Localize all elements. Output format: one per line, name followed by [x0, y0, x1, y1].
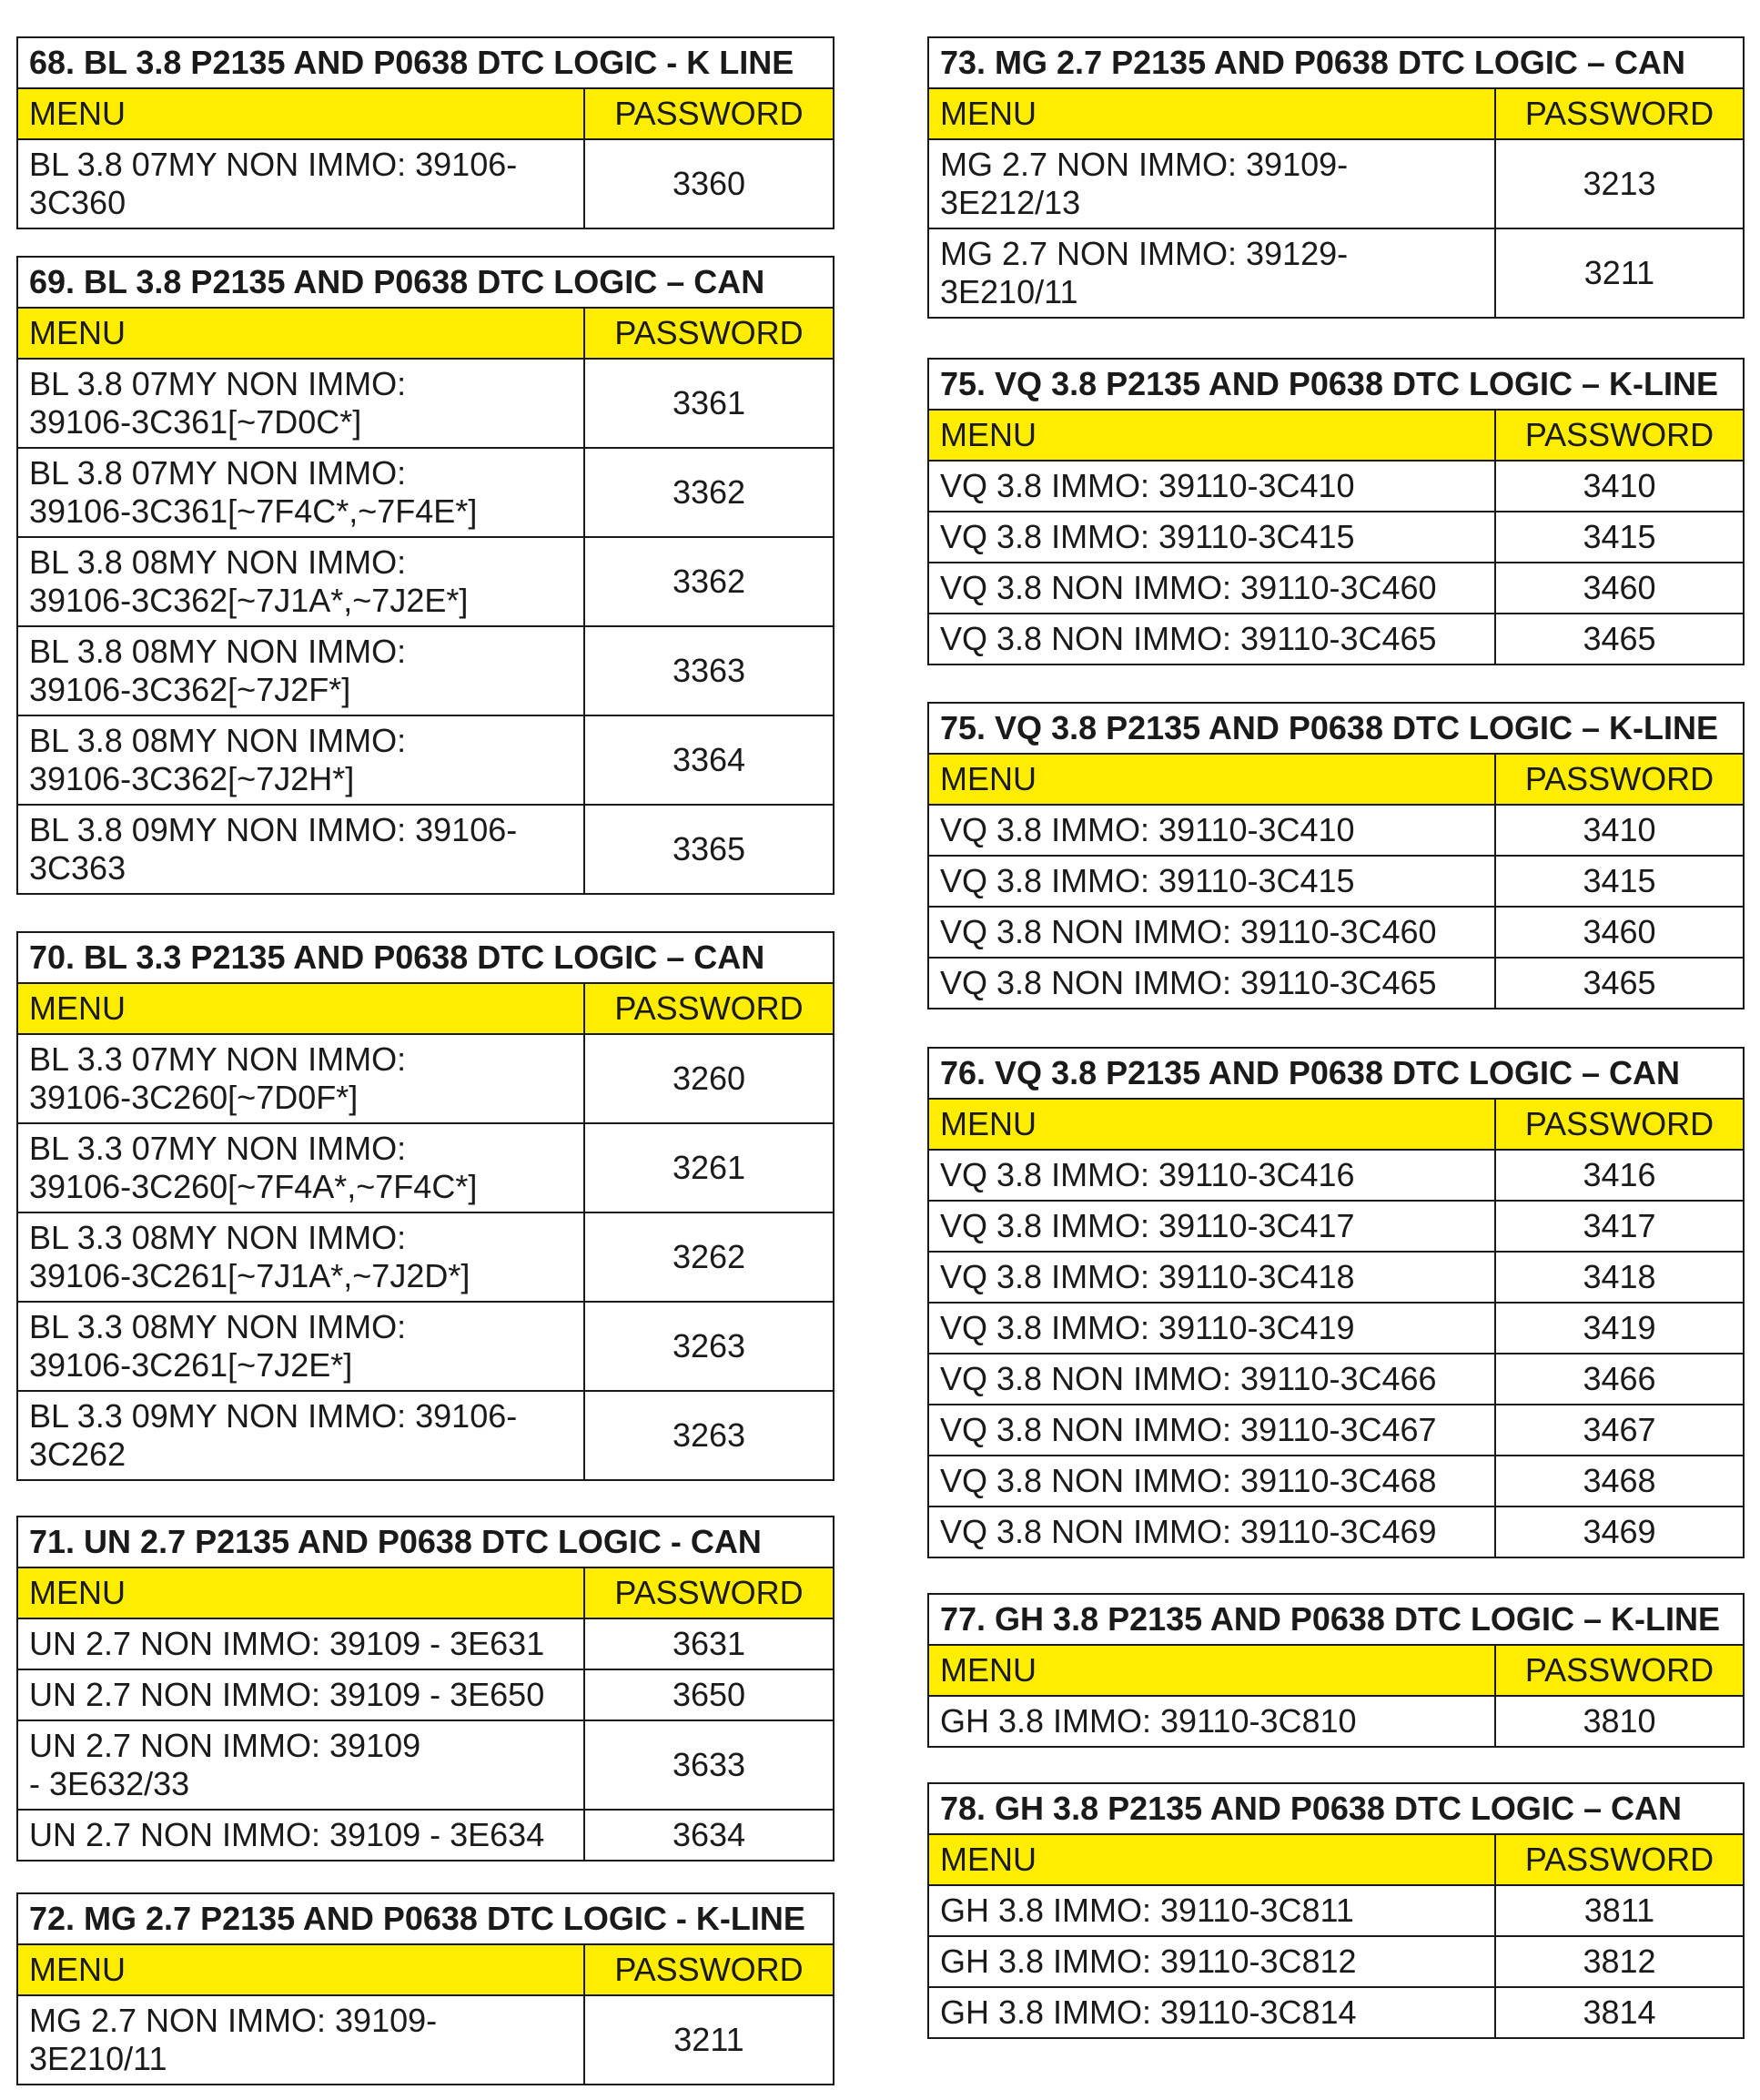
password-column-header: PASSWORD: [584, 88, 834, 139]
password-value: 3465: [1495, 958, 1744, 1009]
menu-entry: [928, 805, 1495, 856]
menu-entry-line: - 3E632/33: [29, 1765, 190, 1802]
menu-entry: [17, 1123, 584, 1212]
menu-entry: [17, 448, 584, 537]
menu-entry: [17, 1391, 584, 1480]
menu-entry: [17, 1995, 584, 2085]
password-value: 3460: [1495, 563, 1744, 614]
menu-entry-line: VQ 3.8 IMMO: 39110-3C417: [940, 1207, 1355, 1244]
dtc-table: [927, 1047, 1745, 1558]
table-row: [17, 1391, 834, 1480]
password-column-header: PASSWORD: [584, 308, 834, 359]
table-row: [17, 1618, 834, 1669]
dtc-table: [927, 702, 1745, 1009]
table-row: [928, 1405, 1744, 1456]
password-value: 3467: [1495, 1405, 1744, 1456]
password-value: 3650: [584, 1669, 834, 1720]
password-value: 3417: [1495, 1201, 1744, 1252]
menu-entry-line: 39106-3C261[~7J2E*]: [29, 1346, 353, 1384]
menu-entry: [928, 1456, 1495, 1507]
table-row: [17, 805, 834, 894]
menu-entry-line: VQ 3.8 IMMO: 39110-3C415: [940, 862, 1355, 899]
table-header-row: [17, 1944, 834, 1995]
password-value: 3262: [584, 1212, 834, 1302]
menu-entry: [17, 1034, 584, 1123]
password-column-header: PASSWORD: [1495, 1834, 1744, 1885]
password-value: 3811: [1495, 1885, 1744, 1936]
table-row: [928, 1354, 1744, 1405]
menu-entry: [928, 1150, 1495, 1201]
password-column-header: PASSWORD: [584, 1944, 834, 1995]
password-value: 3468: [1495, 1456, 1744, 1507]
menu-column-header: MENU: [928, 410, 1495, 461]
table-row: [928, 512, 1744, 563]
menu-entry: [17, 1669, 584, 1720]
menu-entry: [17, 139, 584, 228]
table-title: 71. UN 2.7 P2135 AND P0638 DTC LOGIC - CAN: [17, 1517, 834, 1567]
menu-entry-line: 39106-3C362[~7J2F*]: [29, 671, 351, 708]
table-row: [17, 1302, 834, 1391]
table-row: [928, 228, 1744, 318]
table-row: [928, 907, 1744, 958]
menu-entry-line: 39106-3C362[~7J1A*,~7J2E*]: [29, 582, 469, 619]
password-value: 3213: [1495, 139, 1744, 228]
menu-entry: [928, 1936, 1495, 1987]
password-value: 3631: [584, 1618, 834, 1669]
table-title-row: [17, 37, 834, 88]
menu-entry: [17, 805, 584, 894]
dtc-table: [16, 1892, 834, 2085]
table-title: 68. BL 3.8 P2135 AND P0638 DTC LOGIC - K LINE: [17, 37, 834, 88]
menu-entry: [928, 461, 1495, 512]
dtc-table: [16, 256, 834, 895]
table-title: 75. VQ 3.8 P2135 AND P0638 DTC LOGIC – K-LINE: [928, 359, 1744, 410]
menu-entry-line: VQ 3.8 NON IMMO: 39110-3C460: [940, 569, 1437, 606]
menu-entry-line: VQ 3.8 IMMO: 39110-3C410: [940, 467, 1355, 504]
password-value: 3419: [1495, 1303, 1744, 1354]
password-value: 3469: [1495, 1507, 1744, 1557]
table-row: [928, 1936, 1744, 1987]
password-value: 3810: [1495, 1696, 1744, 1747]
password-value: 3211: [584, 1995, 834, 2085]
table-row: [928, 1987, 1744, 2038]
password-column-header: PASSWORD: [1495, 88, 1744, 139]
menu-entry-line: 3E210/11: [940, 273, 1078, 310]
menu-entry: [928, 1696, 1495, 1747]
menu-column-header: MENU: [17, 1567, 584, 1618]
menu-column-header: MENU: [17, 1944, 584, 1995]
password-value: 3416: [1495, 1150, 1744, 1201]
table-title-row: [17, 1893, 834, 1944]
table-row: [928, 1456, 1744, 1507]
table-title-row: [928, 359, 1744, 410]
password-column-header: PASSWORD: [1495, 1645, 1744, 1696]
menu-entry-line: 3E210/11: [29, 2040, 167, 2077]
menu-entry-line: BL 3.3 09MY NON IMMO: 39106-: [29, 1397, 518, 1435]
table-header-row: [17, 88, 834, 139]
password-value: 3362: [584, 537, 834, 626]
table-header-row: [928, 1834, 1744, 1885]
table-title: 69. BL 3.8 P2135 AND P0638 DTC LOGIC – CAN: [17, 257, 834, 308]
password-column-header: PASSWORD: [1495, 410, 1744, 461]
password-value: 3410: [1495, 805, 1744, 856]
menu-entry-line: 39106-3C260[~7D0F*]: [29, 1079, 359, 1116]
menu-column-header: MENU: [928, 88, 1495, 139]
menu-entry-line: VQ 3.8 IMMO: 39110-3C418: [940, 1258, 1355, 1295]
menu-entry: [928, 958, 1495, 1009]
menu-entry-line: VQ 3.8 NON IMMO: 39110-3C465: [940, 964, 1437, 1001]
menu-column-header: MENU: [928, 1834, 1495, 1885]
password-value: 3362: [584, 448, 834, 537]
menu-column-header: MENU: [928, 1645, 1495, 1696]
table-row: [928, 139, 1744, 228]
dtc-table: [927, 358, 1745, 665]
menu-entry-line: BL 3.8 09MY NON IMMO: 39106-: [29, 811, 518, 848]
menu-entry: [928, 1405, 1495, 1456]
menu-entry: [928, 1507, 1495, 1557]
table-title: 78. GH 3.8 P2135 AND P0638 DTC LOGIC – CAN: [928, 1783, 1744, 1834]
table-header-row: [928, 1099, 1744, 1150]
menu-column-header: MENU: [928, 1099, 1495, 1150]
menu-entry: [928, 1303, 1495, 1354]
menu-entry-line: MG 2.7 NON IMMO: 39109-: [940, 146, 1349, 183]
menu-entry-line: VQ 3.8 NON IMMO: 39110-3C466: [940, 1360, 1437, 1397]
dtc-table: [927, 1593, 1745, 1748]
menu-entry-line: BL 3.8 07MY NON IMMO:: [29, 454, 407, 492]
table-row: [17, 448, 834, 537]
menu-entry-line: BL 3.3 07MY NON IMMO:: [29, 1040, 407, 1078]
menu-entry-line: GH 3.8 IMMO: 39110-3C814: [940, 1993, 1357, 2031]
menu-entry: [928, 907, 1495, 958]
menu-entry: [928, 1201, 1495, 1252]
menu-entry: [928, 856, 1495, 907]
menu-entry-line: UN 2.7 NON IMMO: 39109: [29, 1727, 421, 1764]
menu-entry: [17, 359, 584, 448]
menu-entry-line: VQ 3.8 NON IMMO: 39110-3C460: [940, 913, 1437, 950]
password-column-header: PASSWORD: [584, 983, 834, 1034]
menu-entry-line: 39106-3C361[~7F4C*,~7F4E*]: [29, 492, 478, 530]
table-row: [17, 1995, 834, 2085]
password-value: 3418: [1495, 1252, 1744, 1303]
menu-entry: [928, 1885, 1495, 1936]
menu-entry: [17, 1302, 584, 1391]
menu-entry-line: BL 3.3 07MY NON IMMO:: [29, 1130, 407, 1167]
table-row: [928, 958, 1744, 1009]
menu-entry-line: VQ 3.8 IMMO: 39110-3C415: [940, 518, 1355, 555]
menu-column-header: MENU: [17, 308, 584, 359]
password-value: 3365: [584, 805, 834, 894]
table-title-row: [17, 1517, 834, 1567]
menu-entry: [928, 228, 1495, 318]
table-row: [17, 1810, 834, 1861]
table-row: [928, 1252, 1744, 1303]
password-column-header: PASSWORD: [1495, 1099, 1744, 1150]
table-title-row: [928, 37, 1744, 88]
table-row: [17, 139, 834, 228]
table-title: 75. VQ 3.8 P2135 AND P0638 DTC LOGIC – K-LINE: [928, 703, 1744, 754]
table-row: [928, 563, 1744, 614]
menu-entry-line: UN 2.7 NON IMMO: 39109 - 3E650: [29, 1676, 545, 1713]
table-title-row: [928, 1048, 1744, 1099]
menu-entry-line: 3C363: [29, 849, 126, 887]
table-row: [928, 1507, 1744, 1557]
table-header-row: [17, 983, 834, 1034]
table-row: [17, 1212, 834, 1302]
password-value: 3466: [1495, 1354, 1744, 1405]
menu-entry-line: 39106-3C260[~7F4A*,~7F4C*]: [29, 1168, 478, 1205]
menu-entry: [17, 537, 584, 626]
menu-entry-line: VQ 3.8 NON IMMO: 39110-3C468: [940, 1462, 1437, 1499]
menu-entry: [928, 1354, 1495, 1405]
table-title-row: [17, 932, 834, 983]
table-row: [17, 537, 834, 626]
password-value: 3211: [1495, 228, 1744, 318]
password-value: 3263: [584, 1391, 834, 1480]
menu-entry-line: BL 3.3 08MY NON IMMO:: [29, 1308, 407, 1345]
password-value: 3360: [584, 139, 834, 228]
password-value: 3812: [1495, 1936, 1744, 1987]
menu-entry-line: GH 3.8 IMMO: 39110-3C811: [940, 1892, 1354, 1929]
menu-entry-line: 39106-3C361[~7D0C*]: [29, 403, 362, 441]
menu-entry-line: BL 3.8 08MY NON IMMO:: [29, 722, 407, 759]
table-title-row: [17, 257, 834, 308]
password-value: 3633: [584, 1720, 834, 1810]
table-title: 73. MG 2.7 P2135 AND P0638 DTC LOGIC – CAN: [928, 37, 1744, 88]
table-row: [928, 461, 1744, 512]
table-header-row: [928, 410, 1744, 461]
menu-entry-line: UN 2.7 NON IMMO: 39109 - 3E631: [29, 1625, 545, 1662]
password-value: 3410: [1495, 461, 1744, 512]
table-header-row: [17, 308, 834, 359]
table-row: [17, 1669, 834, 1720]
table-row: [928, 1150, 1744, 1201]
password-column-header: PASSWORD: [584, 1567, 834, 1618]
menu-entry: [928, 1987, 1495, 2038]
menu-entry-line: VQ 3.8 IMMO: 39110-3C410: [940, 811, 1355, 848]
menu-entry-line: 3C262: [29, 1436, 126, 1473]
table-title: 76. VQ 3.8 P2135 AND P0638 DTC LOGIC – CAN: [928, 1048, 1744, 1099]
menu-entry: [17, 1618, 584, 1669]
dtc-table: [16, 1516, 834, 1862]
password-value: 3814: [1495, 1987, 1744, 2038]
menu-entry-line: VQ 3.8 IMMO: 39110-3C419: [940, 1309, 1355, 1346]
table-row: [17, 1034, 834, 1123]
menu-entry-line: 3E212/13: [940, 184, 1081, 221]
password-value: 3460: [1495, 907, 1744, 958]
menu-column-header: MENU: [17, 88, 584, 139]
table-header-row: [928, 88, 1744, 139]
menu-entry: [928, 512, 1495, 563]
table-title: 70. BL 3.3 P2135 AND P0638 DTC LOGIC – CAN: [17, 932, 834, 983]
menu-column-header: MENU: [928, 754, 1495, 805]
table-header-row: [928, 1645, 1744, 1696]
table-row: [17, 1123, 834, 1212]
table-row: [928, 856, 1744, 907]
password-value: 3415: [1495, 512, 1744, 563]
menu-entry: [928, 139, 1495, 228]
menu-column-header: MENU: [17, 983, 584, 1034]
table-row: [17, 626, 834, 715]
menu-entry: [17, 1212, 584, 1302]
menu-entry-line: VQ 3.8 NON IMMO: 39110-3C467: [940, 1411, 1437, 1448]
menu-entry-line: 39106-3C261[~7J1A*,~7J2D*]: [29, 1257, 470, 1294]
menu-entry-line: BL 3.8 08MY NON IMMO:: [29, 633, 407, 670]
table-title-row: [928, 1594, 1744, 1645]
password-value: 3634: [584, 1810, 834, 1861]
dtc-table: [16, 931, 834, 1481]
menu-entry-line: GH 3.8 IMMO: 39110-3C812: [940, 1943, 1357, 1980]
menu-entry-line: BL 3.3 08MY NON IMMO:: [29, 1219, 407, 1256]
password-value: 3261: [584, 1123, 834, 1212]
password-value: 3465: [1495, 614, 1744, 664]
table-title: 77. GH 3.8 P2135 AND P0638 DTC LOGIC – K-LINE: [928, 1594, 1744, 1645]
table-row: [17, 359, 834, 448]
menu-entry-line: MG 2.7 NON IMMO: 39129-: [940, 235, 1349, 272]
menu-entry-line: VQ 3.8 NON IMMO: 39110-3C465: [940, 620, 1437, 657]
menu-entry-line: 3C360: [29, 184, 126, 221]
password-value: 3361: [584, 359, 834, 448]
table-header-row: [928, 754, 1744, 805]
menu-entry-line: 39106-3C362[~7J2H*]: [29, 760, 355, 797]
password-value: 3260: [584, 1034, 834, 1123]
table-header-row: [17, 1567, 834, 1618]
menu-entry-line: MG 2.7 NON IMMO: 39109-: [29, 2002, 438, 2039]
dtc-table: [927, 1782, 1745, 2039]
table-row: [17, 715, 834, 805]
password-value: 3364: [584, 715, 834, 805]
table-row: [928, 1696, 1744, 1747]
table-title-row: [928, 1783, 1744, 1834]
menu-entry-line: GH 3.8 IMMO: 39110-3C810: [940, 1702, 1357, 1740]
menu-entry-line: BL 3.8 07MY NON IMMO: 39106-: [29, 146, 518, 183]
menu-entry-line: VQ 3.8 NON IMMO: 39110-3C469: [940, 1513, 1437, 1550]
table-row: [17, 1720, 834, 1810]
menu-entry: [17, 715, 584, 805]
menu-entry: [928, 563, 1495, 614]
table-title-row: [928, 703, 1744, 754]
table-title: 72. MG 2.7 P2135 AND P0638 DTC LOGIC - K-LINE: [17, 1893, 834, 1944]
menu-entry-line: BL 3.8 07MY NON IMMO:: [29, 365, 407, 402]
menu-entry-line: BL 3.8 08MY NON IMMO:: [29, 543, 407, 581]
password-column-header: PASSWORD: [1495, 754, 1744, 805]
password-value: 3263: [584, 1302, 834, 1391]
table-row: [928, 1303, 1744, 1354]
menu-entry: [928, 1252, 1495, 1303]
menu-entry-line: VQ 3.8 IMMO: 39110-3C416: [940, 1156, 1355, 1193]
table-row: [928, 1885, 1744, 1936]
dtc-table: [16, 36, 834, 229]
table-row: [928, 1201, 1744, 1252]
menu-entry: [17, 626, 584, 715]
table-row: [928, 805, 1744, 856]
password-value: 3415: [1495, 856, 1744, 907]
table-row: [928, 614, 1744, 664]
dtc-table: [927, 36, 1745, 319]
menu-entry-line: UN 2.7 NON IMMO: 39109 - 3E634: [29, 1816, 545, 1853]
password-value: 3363: [584, 626, 834, 715]
menu-entry: [17, 1720, 584, 1810]
menu-entry: [17, 1810, 584, 1861]
menu-entry: [928, 614, 1495, 664]
